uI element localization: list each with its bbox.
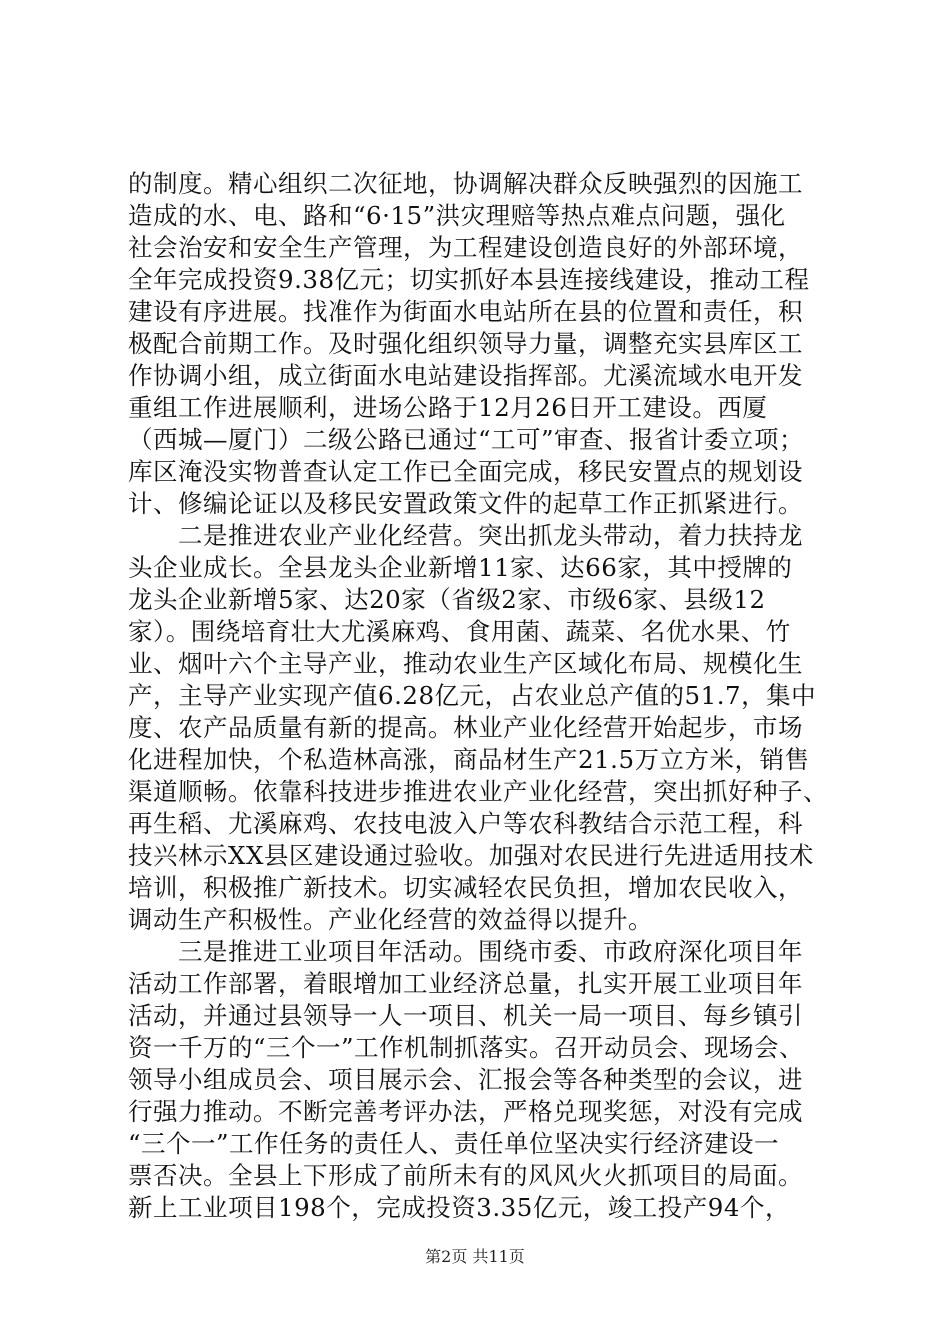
body-text [128, 168, 858, 1224]
text-line: 领导小组成员会、项目展示会、汇报会等各种类型的会议，进 [128, 1065, 803, 1094]
text-line: 票否决。全县上下形成了前所未有的风风火火抓项目的局面。 [128, 1161, 803, 1190]
text-line: 极配合前期工作。及时强化组织领导力量，调整充实县库区工 [128, 329, 803, 358]
text-line: 社会治安和安全生产管理，为工程建设创造良好的外部环境， [128, 233, 803, 262]
text-line: 的制度。精心组织二次征地，协调解决群众反映强烈的因施工 [128, 169, 803, 198]
text-line: 建设有序进展。找准作为街面水电站所在县的位置和责任，积 [128, 297, 803, 326]
text-line: 培训，积极推广新技术。切实减轻农民负担，增加农民收入， [128, 873, 803, 902]
text-line: 三是推进工业项目年活动。围绕市委、市政府深化项目年 [128, 937, 803, 966]
text-line: 调动生产积极性。产业化经营的效益得以提升。 [128, 905, 653, 934]
text-line: 活动工作部署，着眼增加工业经济总量，扎实开展工业项目年 [128, 969, 803, 998]
text-line: 库区淹没实物普查认定工作已全面完成，移民安置点的规划设 [128, 457, 803, 486]
text-line: 度、农产品质量有新的提高。林业产业化经营开始起步，市场 [128, 713, 803, 742]
text-line: 二是推进农业产业化经营。突出抓龙头带动，着力扶持龙 [128, 521, 803, 550]
text-line: “三个一”工作任务的责任人、责任单位坚决实行经济建设一 [128, 1129, 780, 1158]
text-line: 产，主导产业实现产值6.28亿元，占农业总产值的51.7，集中 [128, 681, 817, 710]
text-line: （西城—厦门）二级公路已通过“工可”审查、报省计委立项； [128, 425, 805, 454]
text-line: 重组工作进展顺利，进场公路于12月26日开工建设。西厦 [128, 393, 768, 422]
text-line: 业、烟叶六个主导产业，推动农业生产区域化布局、规模化生 [128, 649, 803, 678]
page-indicator: 第2页 共11页 [425, 1247, 525, 1266]
text-line: 造成的水、电、路和“6·15”洪灾理赔等热点难点问题，强化 [128, 201, 786, 230]
text-line: 计、修编论证以及移民安置政策文件的起草工作正抓紧进行。 [128, 489, 803, 518]
text-line: 作协调小组，成立街面水电站建设指挥部。尤溪流域水电开发 [128, 361, 803, 390]
text-line: 化进程加快，个私造林高涨，商品材生产21.5万立方米，销售 [128, 745, 810, 774]
text-line: 新上工业项目198个，完成投资3.35亿元，竣工投产94个， [128, 1193, 790, 1222]
text-line: 头企业成长。全县龙头企业新增11家、达66家，其中授牌的 [128, 553, 793, 582]
text-line: 再生稻、尤溪麻鸡、农技电波入户等农科教结合示范工程，科 [128, 809, 803, 838]
text-line: 活动，并通过县领导一人一项目、机关一局一项目、每乡镇引 [128, 1001, 803, 1030]
text-line: 资一千万的“三个一”工作机制抓落实。召开动员会、现场会、 [128, 1033, 805, 1062]
text-line: 全年完成投资9.38亿元；切实抓好本县连接线建设，推动工程 [128, 265, 810, 294]
text-line: 龙头企业新增5家、达20家（省级2家、市级6家、县级12 [128, 585, 766, 614]
text-line: 技兴林示XX县区建设通过验收。加强对农民进行先进适用技术 [128, 841, 814, 870]
text-line: 家）。围绕培育壮大尤溪麻鸡、食用菌、蔬菜、名优水果、竹 [128, 617, 791, 646]
text-line: 渠道顺畅。依靠科技进步推进农业产业化经营，突出抓好种子、 [128, 777, 828, 806]
text-line: 行强力推动。不断完善考评办法，严格兑现奖惩，对没有完成 [128, 1097, 803, 1126]
